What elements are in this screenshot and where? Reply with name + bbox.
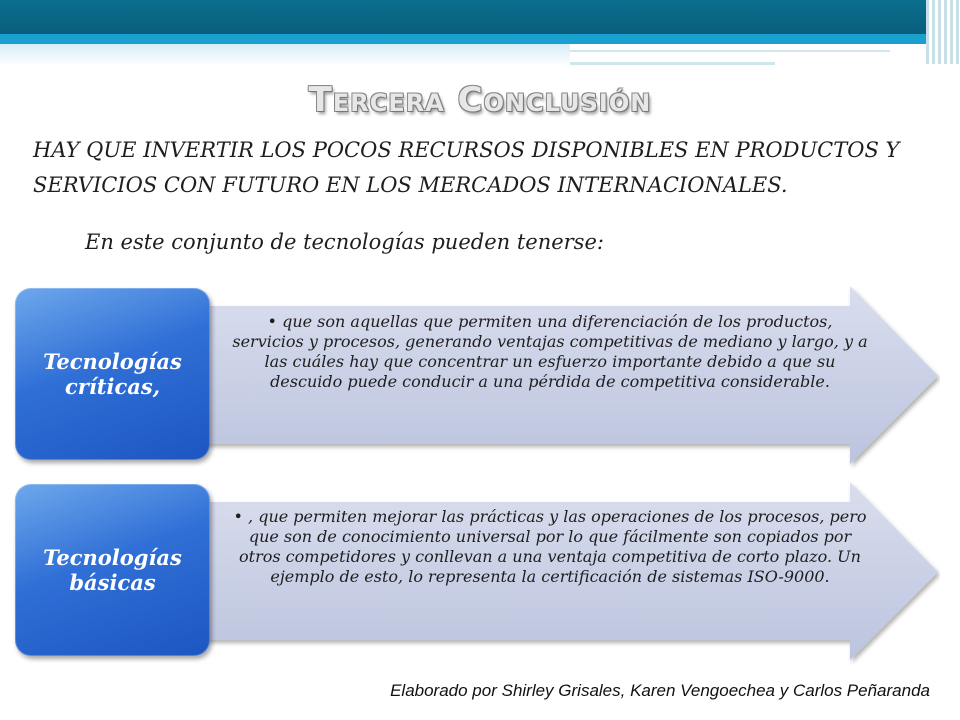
intro-line: En este conjunto de tecnologías pueden tenerse: (85, 230, 604, 254)
footer-credits: Elaborado por Shirley Grisales, Karen Vengoechea y Carlos Peñaranda (390, 681, 930, 700)
arrow-text (230, 312, 870, 392)
main-statement: HAY QUE INVERTIR LOS POCOS RECURSOS DISPONIBLES EN PRODUCTOS Y SERVICIOS CON FUTURO EN LOS MERCADOS INTERNACIONALES. (33, 138, 900, 197)
header-line (570, 50, 890, 52)
corner-decoration (926, 0, 960, 64)
slide-title: Tercera Conclusión (308, 80, 652, 120)
arrow-basic (160, 480, 940, 665)
arrow-critical (160, 284, 940, 469)
bullet: • (267, 312, 277, 331)
label-basic (15, 484, 210, 656)
header-line (570, 44, 888, 47)
item-description: que son aquellas que permiten una diferenciación de los productos, servicios y procesos, generando ventajas competitivas de mediano y largo, y a las cuáles hay que concentrar un esfuerzo importante debido a que su descuido puede conducir a una pérdida de competitiva considerable. (232, 312, 868, 391)
label-text: Tecnologías críticas, (43, 349, 182, 399)
header-accent-bar (0, 34, 960, 44)
header-fade (0, 44, 570, 66)
header-line (570, 62, 775, 65)
bullet: • (233, 507, 243, 526)
header-bar (0, 0, 960, 34)
label-critical (15, 288, 210, 460)
label-text: Tecnologías básicas (43, 545, 182, 595)
item-description: , que permiten mejorar las prácticas y las operaciones de los procesos, pero que son de conocimiento universal por lo que fácilmente son copiados por otros competidores y conllevan a una ventaja competitiva de corto plazo. Un ejemplo de esto, lo representa la certificación de sistemas ISO-9000. (239, 507, 867, 586)
arrow-text (230, 507, 870, 587)
